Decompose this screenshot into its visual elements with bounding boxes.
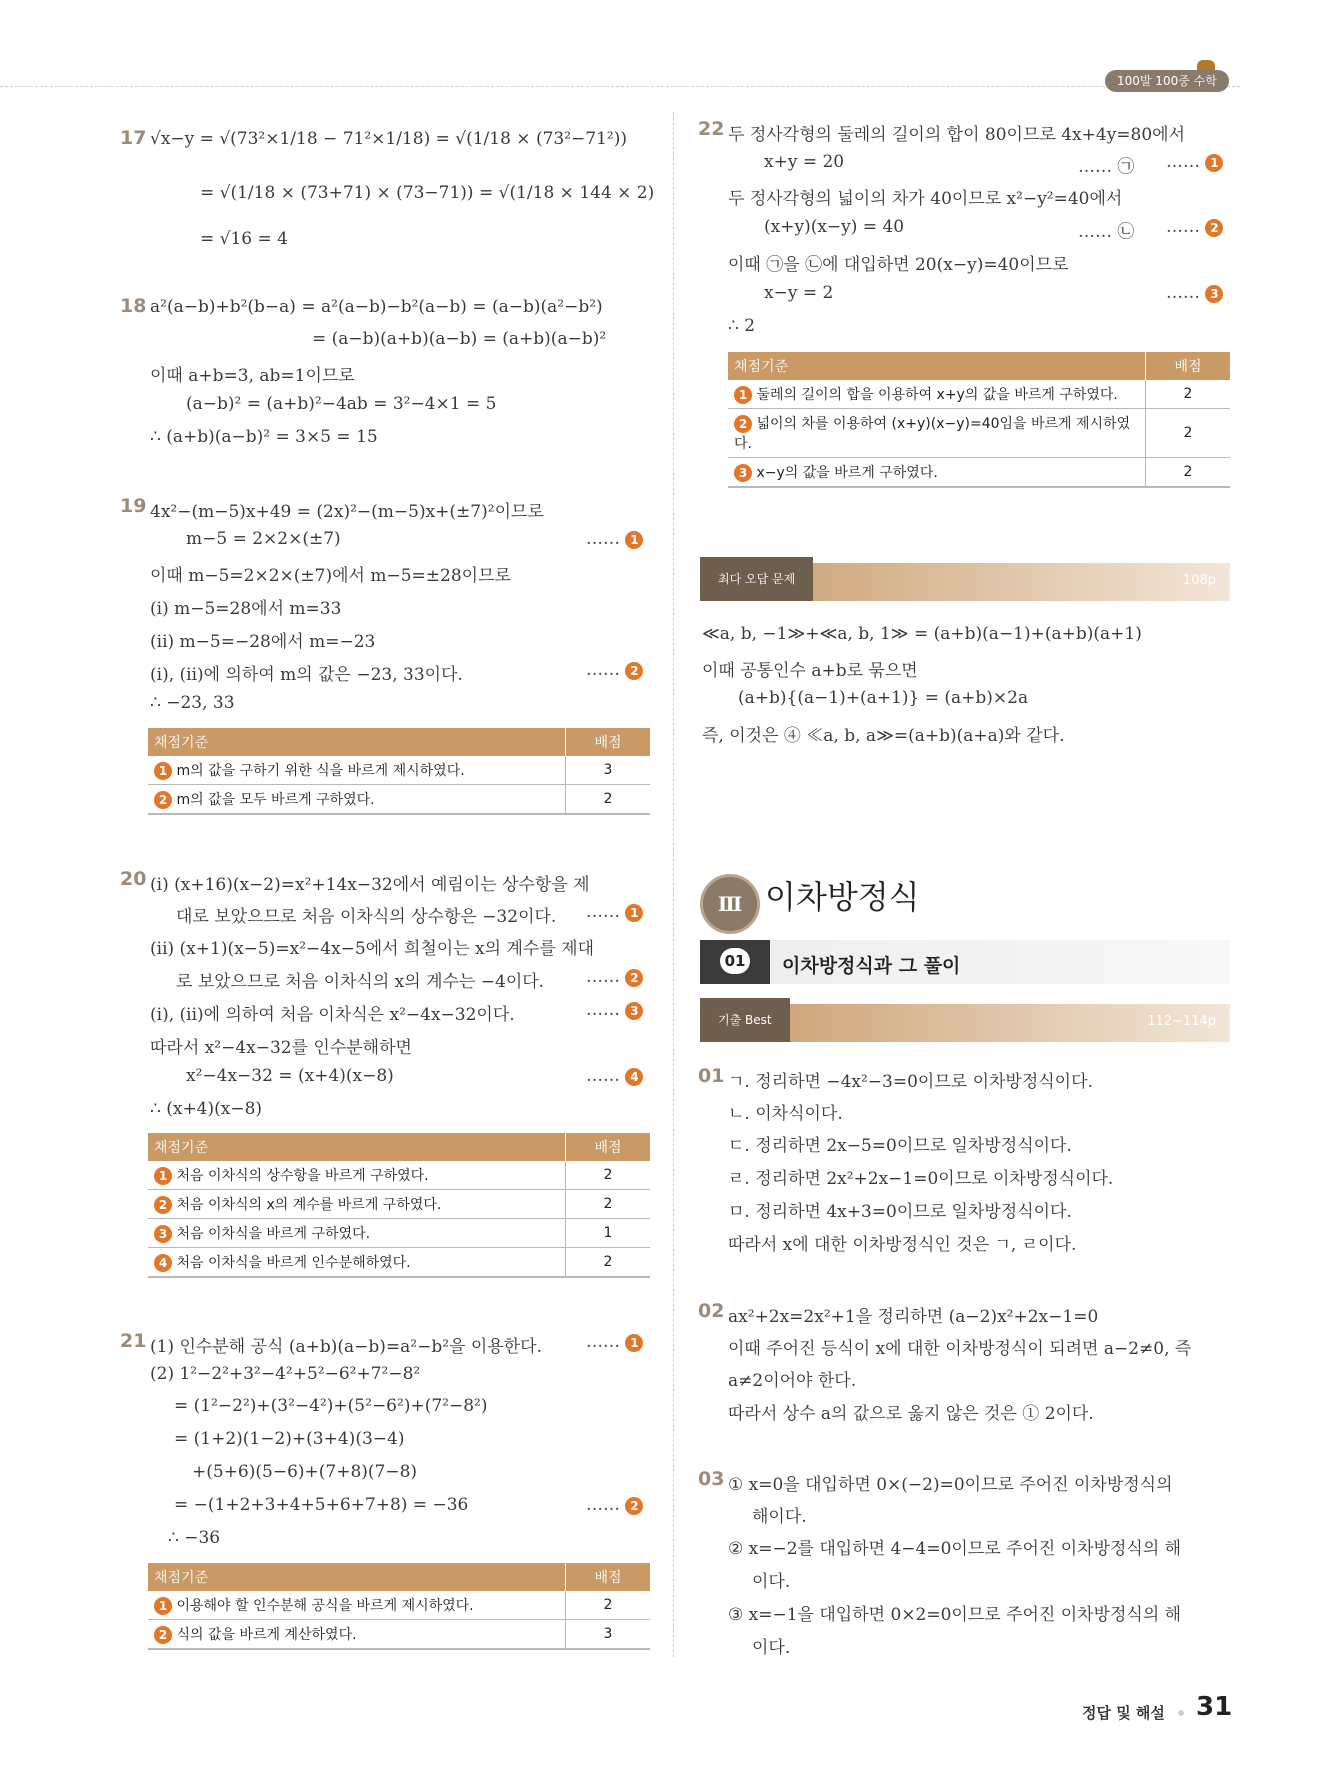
- table-header: 채점기준: [148, 728, 566, 756]
- step-2-icon: 2: [154, 1196, 172, 1214]
- solution-line: a≠2이어야 한다.: [728, 1371, 857, 1391]
- solution-line: (x+y)(x−y) = 40: [764, 217, 905, 237]
- step-marker: …… 1: [586, 529, 643, 549]
- solution-line: 로 보았으므로 처음 이차식의 x의 계수는 −4이다.: [176, 972, 545, 992]
- solution-line: 두 정사각형의 둘레의 길이의 합이 80이므로 4x+4y=80에서: [728, 125, 1186, 145]
- table-row: 4 처음 이차식을 바르게 인수분해하였다. 2: [148, 1248, 650, 1278]
- scoring-table-21: [148, 1563, 650, 1650]
- solution-line: m−5 = 2×2×(±7): [186, 529, 341, 549]
- solution-line: (a+b){(a−1)+(a+1)} = (a+b)×2a: [738, 688, 1029, 708]
- step-3-icon: 3: [154, 1225, 172, 1243]
- solution-line: 이때 ㉠을 ㉡에 대입하면 20(x−y)=40이므로: [728, 255, 1069, 275]
- solution-line: 4x²−(m−5)x+49 = (2x)²−(m−5)x+(±7)²이므로: [150, 502, 544, 522]
- solution-line: ∴ (a+b)(a−b)² = 3×5 = 15: [150, 427, 378, 447]
- solution-line: = (a−b)(a+b)(a−b) = (a+b)(a−b)²: [312, 329, 607, 349]
- footer-label: 정답 및 해설: [1082, 1704, 1165, 1722]
- problem-number: 21: [120, 1330, 147, 1352]
- solution-line: 두 정사각형의 넓이의 차가 40이므로 x²−y²=40에서: [728, 189, 1123, 209]
- solution-line: 이다.: [752, 1572, 791, 1592]
- solution-line: (1) 인수분해 공식 (a+b)(a−b)=a²−b²을 이용한다.: [150, 1337, 542, 1357]
- solution-line: ③ x=−1을 대입하면 0×2=0이므로 주어진 이차방정식의 해: [728, 1605, 1182, 1625]
- step-marker: …… 1: [586, 1332, 643, 1352]
- table-row: 1 m의 값을 구하기 위한 식을 바르게 제시하였다. 3: [148, 756, 650, 785]
- solution-line: = √16 = 4: [200, 229, 288, 249]
- step-marker: …… 2: [586, 1495, 643, 1515]
- step-4-icon: 4: [154, 1254, 172, 1272]
- step-1-icon: 1: [734, 386, 752, 404]
- step-2-icon: 2: [625, 662, 643, 680]
- problem-number: 22: [698, 118, 725, 140]
- brand-badge: 100발 100중 수학: [1105, 70, 1229, 92]
- step-2-icon: 2: [154, 791, 172, 809]
- step-3-icon: 3: [734, 464, 752, 482]
- banner-tag: 최다 오답 문제: [700, 557, 813, 601]
- solution-line: ㄹ. 정리하면 2x²+2x−1=0이므로 이차방정식이다.: [728, 1169, 1114, 1189]
- footer-dot: [1178, 1710, 1184, 1716]
- step-2-icon: 2: [734, 415, 752, 433]
- step-1-icon: 1: [154, 1597, 172, 1615]
- table-row: 3 처음 이차식을 바르게 구하였다. 1: [148, 1219, 650, 1248]
- step-1-icon: 1: [1205, 154, 1223, 172]
- column-divider: [673, 112, 674, 1657]
- step-1-icon: 1: [625, 904, 643, 922]
- table-row: 2 처음 이차식의 x의 계수를 바르게 구하였다. 2: [148, 1190, 650, 1219]
- scoring-table-19: [148, 728, 650, 815]
- table-row: 3 x−y의 값을 바르게 구하였다. 2: [728, 458, 1230, 488]
- solution-line: (i) (x+16)(x−2)=x²+14x−32에서 예림이는 상수항을 제: [150, 875, 590, 895]
- scoring-table-20: [148, 1133, 650, 1278]
- solution-line: ㄱ. 정리하면 −4x²−3=0이므로 이차방정식이다.: [728, 1072, 1093, 1092]
- solution-line: ≪a, b, −1≫+≪a, b, 1≫ = (a+b)(a−1)+(a+b)(a+1): [702, 624, 1142, 644]
- solution-line: = (1²−2²)+(3²−4²)+(5²−6²)+(7²−8²): [174, 1396, 488, 1416]
- step-marker: …… 1: [1166, 152, 1223, 172]
- problem-number: 18: [120, 295, 147, 317]
- solution-line: 따라서 x²−4x−32를 인수분해하면: [150, 1038, 412, 1058]
- banner-tag: 기출 Best: [700, 998, 790, 1042]
- solution-line: x+y = 20: [764, 152, 845, 172]
- solution-line: = (1+2)(1−2)+(3+4)(3−4): [174, 1429, 405, 1449]
- most-wrong-banner: [700, 563, 1230, 601]
- header-rule: [0, 86, 1240, 87]
- solution-line: ① x=0을 대입하면 0×(−2)=0이므로 주어진 이차방정식의: [728, 1475, 1173, 1495]
- solution-line: a²(a−b)+b²(b−a) = a²(a−b)−b²(a−b) = (a−b)(a²−b²): [150, 297, 603, 317]
- section-title: 이차방정식과 그 풀이: [782, 955, 961, 977]
- chapter-title: 이차방정식: [765, 878, 920, 916]
- table-header: 배점: [566, 728, 651, 756]
- step-3-icon: 3: [625, 1002, 643, 1020]
- equation-tag: …… ㉡: [1078, 222, 1135, 242]
- solution-line: ㄴ. 이차식이다.: [728, 1104, 843, 1124]
- solution-line: 즉, 이것은 ④ ≪a, b, a≫=(a+b)(a+a)와 같다.: [702, 726, 1065, 746]
- solution-line: 이다.: [752, 1638, 791, 1658]
- page-number: 31: [1196, 1692, 1233, 1722]
- solution-line: 이때 주어진 등식이 x에 대한 이차방정식이 되려면 a−2≠0, 즉: [728, 1339, 1192, 1359]
- solution-line: ② x=−2를 대입하면 4−4=0이므로 주어진 이차방정식의 해: [728, 1539, 1182, 1559]
- table-header: 배점: [1146, 352, 1231, 380]
- solution-line: ∴ −23, 33: [150, 693, 235, 713]
- scoring-table-22: [728, 352, 1230, 488]
- solution-line: ∴ (x+4)(x−8): [150, 1099, 263, 1119]
- solution-line: 따라서 x에 대한 이차방정식인 것은 ㄱ, ㄹ이다.: [728, 1235, 1077, 1255]
- solution-line: (ii) m−5=−28에서 m=−23: [150, 632, 376, 652]
- step-marker: …… 2: [586, 967, 643, 987]
- problem-number: 17: [120, 127, 147, 149]
- step-marker: …… 1: [586, 902, 643, 922]
- step-1-icon: 1: [154, 762, 172, 780]
- solution-line: (2) 1²−2²+3²−4²+5²−6²+7²−8²: [150, 1364, 421, 1384]
- solution-line: (i), (ii)에 의하여 처음 이차식은 x²−4x−32이다.: [150, 1005, 515, 1025]
- solution-line: ∴ 2: [728, 316, 756, 336]
- solution-line: = −(1+2+3+4+5+6+7+8) = −36: [174, 1495, 469, 1515]
- equation-tag: …… ㉠: [1078, 157, 1135, 177]
- table-row: 2 식의 값을 바르게 계산하였다. 3: [148, 1620, 650, 1650]
- banner-page: 112~114p: [1147, 1014, 1216, 1029]
- step-2-icon: 2: [625, 1497, 643, 1515]
- step-2-icon: 2: [154, 1626, 172, 1644]
- step-3-icon: 3: [1205, 285, 1223, 303]
- step-1-icon: 1: [625, 531, 643, 549]
- step-marker: …… 2: [1166, 217, 1223, 237]
- solution-line: ax²+2x=2x²+1을 정리하면 (a−2)x²+2x−1=0: [728, 1307, 1099, 1327]
- table-header: 채점기준: [148, 1133, 566, 1161]
- solution-line: ㅁ. 정리하면 4x+3=0이므로 일차방정식이다.: [728, 1202, 1072, 1222]
- solution-line: x²−4x−32 = (x+4)(x−8): [186, 1066, 394, 1086]
- step-marker: …… 4: [586, 1066, 643, 1086]
- step-4-icon: 4: [625, 1068, 643, 1086]
- solution-line: (i), (ii)에 의하여 m의 값은 −23, 33이다.: [150, 665, 463, 685]
- solution-line: ㄷ. 정리하면 2x−5=0이므로 일차방정식이다.: [728, 1136, 1072, 1156]
- solution-line: (ii) (x+1)(x−5)=x²−4x−5에서 희철이는 x의 계수를 제대: [150, 939, 594, 959]
- table-header: 채점기준: [148, 1563, 566, 1591]
- table-row: 1 이용해야 할 인수분해 공식을 바르게 제시하였다. 2: [148, 1591, 650, 1620]
- solution-line: 이때 m−5=2×2×(±7)에서 m−5=±28이므로: [150, 566, 511, 586]
- solution-line: x−y = 2: [764, 283, 834, 303]
- table-header: 배점: [566, 1563, 651, 1591]
- table-header: 채점기준: [728, 352, 1146, 380]
- solution-line: 따라서 상수 a의 값으로 옳지 않은 것은 ① 2이다.: [728, 1404, 1094, 1424]
- chapter-medal-icon: Ⅲ: [700, 874, 760, 934]
- table-row: 2 m의 값을 모두 바르게 구하였다. 2: [148, 785, 650, 815]
- best-banner: [700, 1004, 1230, 1042]
- table-row: 1 처음 이차식의 상수항을 바르게 구하였다. 2: [148, 1161, 650, 1190]
- section-bar: [700, 940, 1230, 984]
- table-row: 2 넓이의 차를 이용하여 (x+y)(x−y)=40임을 바르게 제시하였다. 2: [728, 409, 1230, 458]
- problem-number: 19: [120, 495, 147, 517]
- solution-line: ∴ −36: [168, 1528, 221, 1548]
- step-marker: …… 2: [586, 660, 643, 680]
- solution-line: 이때 공통인수 a+b로 묶으면: [702, 661, 918, 681]
- solution-line: (i) m−5=28에서 m=33: [150, 599, 342, 619]
- problem-number: 03: [698, 1468, 725, 1490]
- solution-line: +(5+6)(5−6)+(7+8)(7−8): [192, 1462, 418, 1482]
- table-header: 배점: [566, 1133, 651, 1161]
- banner-page: 108p: [1182, 573, 1216, 588]
- solution-line: 이때 a+b=3, ab=1이므로: [150, 366, 355, 386]
- problem-number: 01: [698, 1065, 725, 1087]
- section-number: 01: [720, 948, 750, 974]
- solution-line: √x−y = √(73²×1/18 − 71²×1/18) = √(1/18 × (73²−71²)): [150, 129, 627, 149]
- problem-number: 20: [120, 868, 147, 890]
- solution-line: (a−b)² = (a+b)²−4ab = 3²−4×1 = 5: [186, 394, 497, 414]
- step-2-icon: 2: [625, 969, 643, 987]
- step-1-icon: 1: [154, 1167, 172, 1185]
- step-2-icon: 2: [1205, 219, 1223, 237]
- solution-line: 대로 보았으므로 처음 이차식의 상수항은 −32이다.: [176, 907, 557, 927]
- step-1-icon: 1: [625, 1334, 643, 1352]
- step-marker: …… 3: [586, 1000, 643, 1020]
- problem-number: 02: [698, 1300, 725, 1322]
- solution-line: 해이다.: [752, 1507, 807, 1527]
- table-row: 1 둘레의 길이의 합을 이용하여 x+y의 값을 바르게 구하였다. 2: [728, 380, 1230, 409]
- step-marker: …… 3: [1166, 283, 1223, 303]
- solution-line: = √(1/18 × (73+71) × (73−71)) = √(1/18 × 144 × 2): [200, 183, 655, 203]
